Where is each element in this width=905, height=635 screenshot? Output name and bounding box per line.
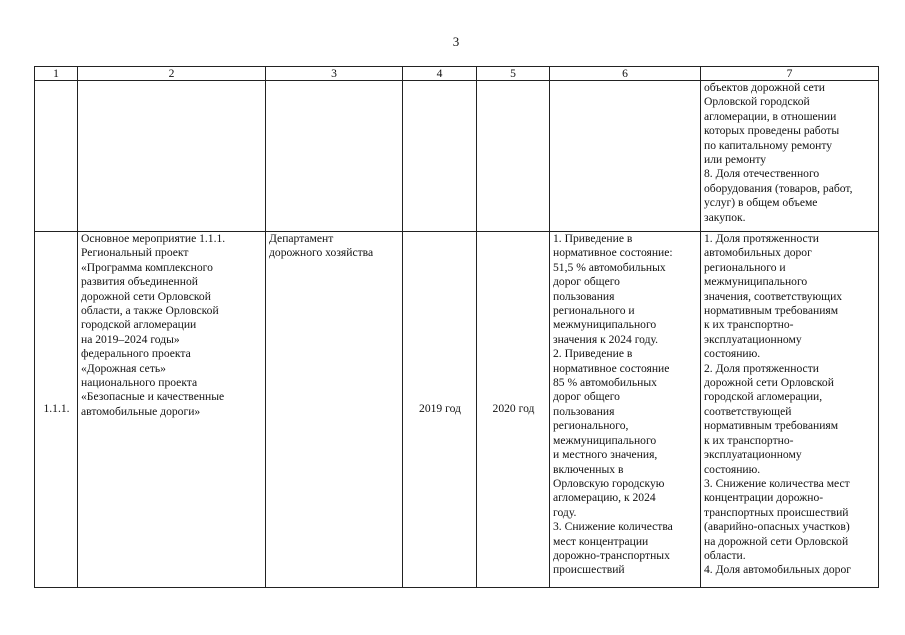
row1-col7-indicators: объектов дорожной сети Орловской городской агломерации, в отношении которых проведены работы по капитальному ремонту или ремонту 8. Доля отечественного оборудования (товаров, работ, услуг) в общем объеме закупок. [701, 81, 879, 232]
row1-col1 [35, 81, 78, 232]
row2-end-year: 2020 год [477, 232, 550, 588]
header-row [35, 67, 879, 81]
header-col-5: 5 [477, 67, 550, 81]
row1-col5 [477, 81, 550, 232]
header-col-1: 1 [35, 67, 78, 81]
table-row [35, 232, 879, 588]
row1-col2 [78, 81, 266, 232]
row1-col6 [550, 81, 701, 232]
row1-col3 [266, 81, 403, 232]
page-number: 3 [452, 34, 460, 49]
row2-start-year: 2019 год [403, 232, 477, 588]
header-col-4: 4 [403, 67, 477, 81]
header-col-6: 6 [550, 67, 701, 81]
measures-table [34, 66, 879, 588]
row2-number: 1.1.1. [35, 232, 78, 588]
header-col-3: 3 [266, 67, 403, 81]
row2-executor: Департамент дорожного хозяйства [266, 232, 403, 588]
row2-expected-results: 1. Приведение в нормативное состояние: 51,5 % автомобильных дорог общего пользования регионального и межмуниципального значения к 2024 году. 2. Приведение в нормативное состояние 85 % автомобильных дорог общего пользования регионального, межмуниципального и местного значения, включенных в Орловскую городскую агломерацию, к 2024 году. 3. Снижение количества мест концентрации дорожно-транспортных происшествий [550, 232, 701, 588]
table-row [35, 81, 879, 232]
row2-indicators: 1. Доля протяженности автомобильных дорог регионального и межмуниципального значения, соответствующих нормативным требованиям к их транспортно- эксплуатационному состоянию. 2. Доля протяженности дорожной сети Орловской городской агломерации, соответствующей нормативным требованиям к их транспортно- эксплуатационному состоянию. 3. Снижение количества мест концентрации дорожно- транспортных происшествий (аварийно-опасных участков) на дорожной сети Орловской области. 4. Доля автомобильных дорог [701, 232, 879, 588]
row1-col4 [403, 81, 477, 232]
row2-measure-name: Основное мероприятие 1.1.1. Региональный проект «Программа комплексного развития объединенной дорожной сети Орловской области, а также Орловской городской агломерации на 2019–2024 годы» федерального проекта «Дорожная сеть» национального проекта «Безопасные и качественные автомобильные дороги» [78, 232, 266, 588]
header-col-2: 2 [78, 67, 266, 81]
header-col-7: 7 [701, 67, 879, 81]
